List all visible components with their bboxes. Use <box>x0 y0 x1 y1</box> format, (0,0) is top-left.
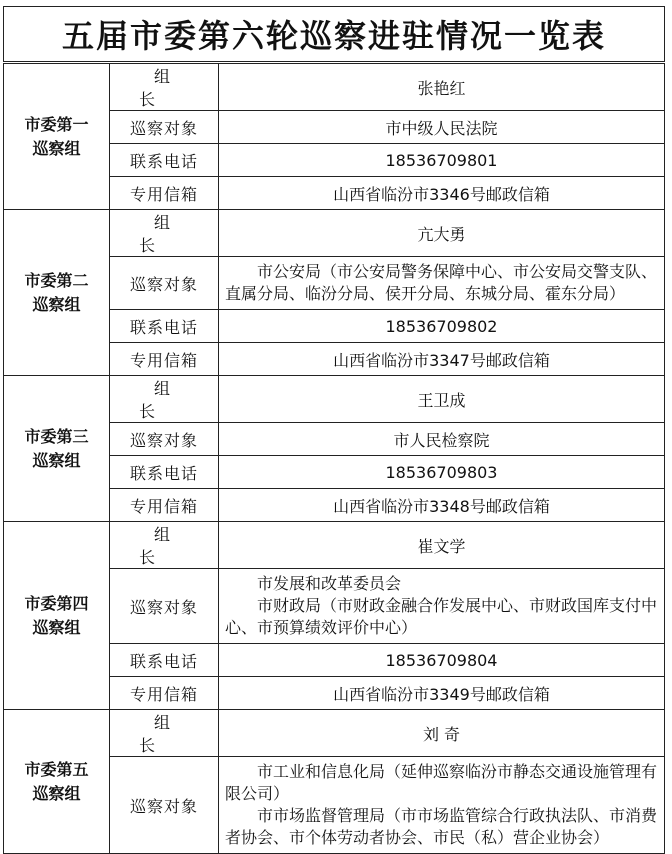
phone-value: 18536709804 <box>219 644 665 677</box>
table-row <box>4 64 665 111</box>
page-title: 五届市委第六轮巡察进驻情况一览表 <box>3 6 665 62</box>
phone-value: 18536709803 <box>219 456 665 489</box>
label-leader: 组长 <box>110 64 219 111</box>
table-row <box>4 710 665 757</box>
group-name-4 <box>4 522 110 710</box>
label-phone: 联系电话 <box>110 644 219 677</box>
label-leader: 组长 <box>110 376 219 423</box>
target-value: 市人民检察院 <box>219 423 665 456</box>
group-name-line1: 市委第四 <box>24 593 89 613</box>
label-target: 巡察对象 <box>110 257 219 310</box>
leader-value: 刘 奇 <box>219 710 665 757</box>
label-target: 巡察对象 <box>110 569 219 644</box>
label-phone: 联系电话 <box>110 456 219 489</box>
table-row <box>4 522 665 569</box>
label-target: 巡察对象 <box>110 757 219 854</box>
label-mailbox: 专用信箱 <box>110 489 219 522</box>
target-value: 市中级人民法院 <box>219 111 665 144</box>
phone-value: 18536709801 <box>219 144 665 177</box>
label-phone: 联系电话 <box>110 310 219 343</box>
label-leader: 组长 <box>110 710 219 757</box>
group-name-line2: 巡察组 <box>32 450 81 470</box>
leader-value: 王卫成 <box>219 376 665 423</box>
table-row <box>4 210 665 257</box>
mailbox-value: 山西省临汾市3346号邮政信箱 <box>219 177 665 210</box>
target-line: 市财政局（市财政金融合作发展中心、市财政国库支付中心、市预算绩效评价中心） <box>225 596 658 637</box>
target-line: 市发展和改革委员会 <box>257 574 402 593</box>
group-name-line2: 巡察组 <box>32 138 81 158</box>
label-leader: 组长 <box>110 522 219 569</box>
group-name-3 <box>4 376 110 522</box>
label-target: 巡察对象 <box>110 111 219 144</box>
mailbox-value: 山西省临汾市3348号邮政信箱 <box>219 489 665 522</box>
group-name-line1: 市委第三 <box>24 426 89 446</box>
group-name-line2: 巡察组 <box>32 617 81 637</box>
target-line: 市公安局（市公安局警务保障中心、市公安局交警支队、直属分局、临汾分局、侯开分局、东城分局、霍东分局） <box>225 262 658 303</box>
label-mailbox: 专用信箱 <box>110 177 219 210</box>
label-mailbox: 专用信箱 <box>110 343 219 376</box>
group-name-line2: 巡察组 <box>32 783 81 803</box>
leader-value: 崔文学 <box>219 522 665 569</box>
target-value <box>219 257 665 310</box>
target-value <box>219 569 665 644</box>
label-leader: 组长 <box>110 210 219 257</box>
group-name-line1: 市委第二 <box>24 270 89 290</box>
group-name-line1: 市委第五 <box>24 759 89 779</box>
group-name-5 <box>4 710 110 854</box>
mailbox-value: 山西省临汾市3347号邮政信箱 <box>219 343 665 376</box>
inspection-table <box>3 63 665 854</box>
group-name-2 <box>4 210 110 376</box>
mailbox-value: 山西省临汾市3349号邮政信箱 <box>219 677 665 710</box>
group-name-line2: 巡察组 <box>32 294 81 314</box>
group-name-1 <box>4 64 110 210</box>
target-line: 市市场监督管理局（市市场监管综合行政执法队、市消费者协会、市个体劳动者协会、市民（私）营企业协会） <box>225 806 658 847</box>
table-row <box>4 376 665 423</box>
label-phone: 联系电话 <box>110 144 219 177</box>
phone-value: 18536709802 <box>219 310 665 343</box>
label-mailbox: 专用信箱 <box>110 677 219 710</box>
group-name-line1: 市委第一 <box>24 114 89 134</box>
label-target: 巡察对象 <box>110 423 219 456</box>
target-line: 市工业和信息化局（延伸巡察临汾市静态交通设施管理有限公司） <box>225 762 658 803</box>
leader-value: 张艳红 <box>219 64 665 111</box>
target-value <box>219 757 665 854</box>
leader-value: 亢大勇 <box>219 210 665 257</box>
